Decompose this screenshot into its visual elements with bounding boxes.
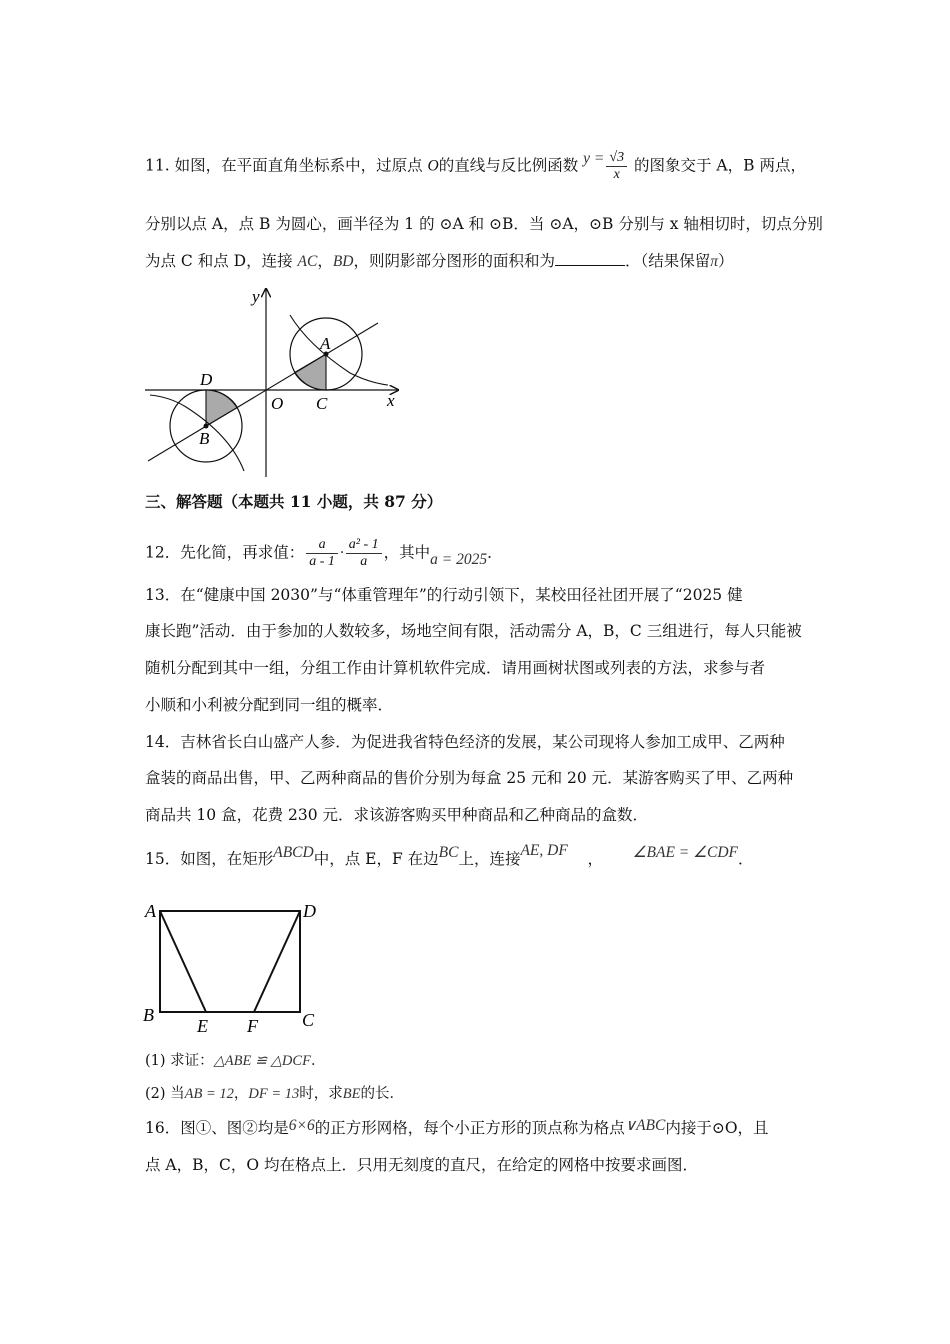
label-a: A: [145, 901, 156, 921]
q13-line3: 随机分配到其中一组，分组工作由计算机软件完成．请用画树状图或列表的方法，求参与者: [145, 659, 766, 677]
label-y: y: [252, 287, 260, 306]
section-3-heading: 三、解答题（本题共 11 小题，共 87 分）: [145, 492, 443, 511]
q11-line1: 11. 如图，在平面直角坐标系中，过原点 O的直线与反比例函数 y = $\frac{√3}{x}$ 的图象交于 A，B 两点，: [145, 149, 806, 182]
figure-coordinate-circles: [140, 285, 410, 480]
q11-line2: 分别以点 A，点 B 为圆心，画半径为 1 的 ⊙A 和 ⊙B．当 ⊙A，⊙B 分别与 x 轴相切时，切点分别: [145, 215, 823, 233]
label-o: O: [271, 394, 284, 413]
segment-df: [254, 911, 300, 1012]
label-a: A: [320, 334, 331, 353]
q12: 12．先化简，再求值： $\frac{a}{a - 1}$ · $\frac{\text{a² - 1}}{a}$ ，其中a = 2025．: [145, 537, 503, 569]
label-c: C: [316, 394, 328, 413]
function-y: y =: [583, 149, 605, 167]
function-fraction: $\frac{√3}{x}$: [606, 150, 627, 183]
point-b: [204, 424, 209, 429]
rectangle-abcd: [160, 911, 300, 1012]
q14-line1: 14．吉林省长白山盛产人参．为促进我省特色经济的发展，某公司现将人参加工成甲、乙两种: [145, 733, 785, 751]
answer-blank: [555, 251, 625, 266]
segment-ae: [160, 911, 206, 1012]
q13-line4: 小顺和小利被分配到同一组的概率．: [145, 696, 394, 714]
label-d: D: [200, 370, 213, 389]
q13-line1: 13．在“健康中国 2030”与“体重管理年”的行动引领下，某校田径社团开展了“2025 健: [145, 586, 743, 604]
label-f: F: [247, 1016, 258, 1036]
q16-line1: 16．图①、图②均是6×6的正方形网格，每个小正方形的顶点称为格点∨ABC内接于⊙O，且: [145, 1117, 769, 1137]
q13-line2: 康长跑”活动．由于参加的人数较多，场地空间有限，活动需分 A，B，C 三组进行，每人只能被: [145, 622, 802, 640]
label-x: x: [387, 391, 395, 410]
figure-rectangle: [140, 898, 330, 1038]
label-b: B: [143, 1005, 154, 1025]
q14-line3: 商品共 10 盒，花费 230 元．求该游客购买甲种商品和乙种商品的盒数．: [145, 806, 649, 824]
label-b: B: [199, 429, 210, 448]
label-e: E: [197, 1016, 208, 1036]
shaded-sector-a: [295, 354, 327, 390]
q14-line2: 盒装的商品出售，甲、乙两种商品的售价分别为每盒 25 元和 20 元．某游客购买了甲、乙两种: [145, 769, 794, 787]
line-through-origin: [148, 323, 378, 461]
q16-line2: 点 A，B，C，O 均在格点上．只用无刻度的直尺，在给定的网格中按要求画图．: [145, 1156, 699, 1174]
q15-part2: (2) 当AB = 12，DF = 13时，求BE的长．: [145, 1086, 404, 1102]
label-d: D: [303, 901, 316, 921]
shaded-sector-b: [206, 390, 238, 426]
q15-part1: (1) 求证：△ABE ≌ △DCF．: [145, 1053, 326, 1069]
q15-stem: 15．如图，在矩形ABCD中，点 E，F 在边BC上，连接AE, DF ， ∠BAE = ∠CDF．: [145, 842, 754, 868]
label-c: C: [302, 1010, 315, 1030]
q11-line3: 为点 C 和点 D，连接 AC，BD，则阴影部分图形的面积和为 ．（结果保留π）: [145, 252, 734, 270]
